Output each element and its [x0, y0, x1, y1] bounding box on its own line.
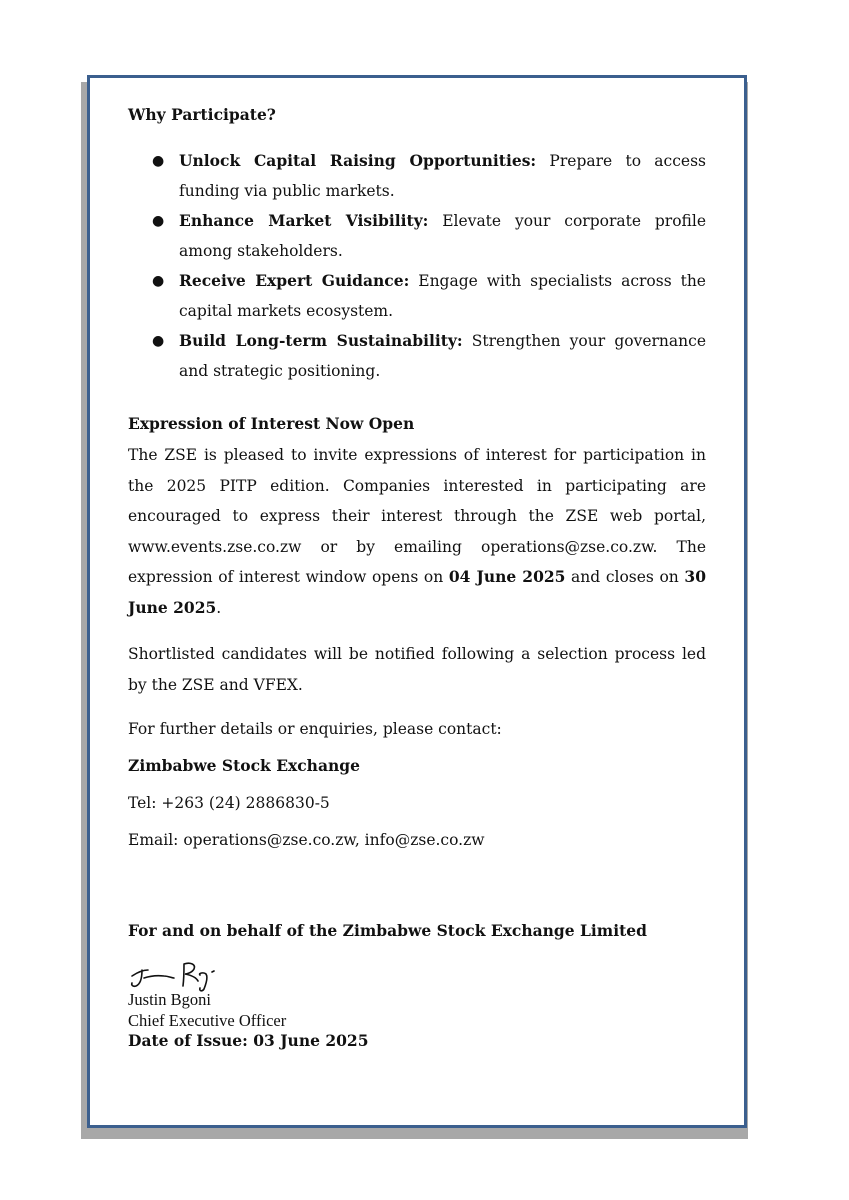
signatory-name: Justin Bgoni: [128, 990, 211, 1009]
eoi-close-date: 30 June 2025: [128, 567, 706, 617]
benefit-title: Receive Expert Guidance:: [179, 271, 410, 290]
eoi-paragraph: [128, 440, 706, 623]
benefits-list: [128, 146, 706, 386]
bullet-icon: ●: [152, 273, 165, 289]
eoi-heading: Expression of Interest Now Open: [128, 414, 415, 433]
contact-tel: Tel: +263 (24) 2886830-5: [128, 794, 330, 812]
shortlist-paragraph: Shortlisted candidates will be notified following a selection process led by the ZSE and VFEX.: [128, 645, 706, 694]
list-item: [128, 266, 706, 326]
list-item: [128, 146, 706, 206]
contact-email: Email: operations@zse.co.zw, info@zse.co.zw: [128, 831, 485, 849]
bullet-icon: ●: [152, 333, 165, 349]
benefit-text: Elevate your corporate profile among stakeholders.: [179, 212, 706, 260]
benefit-text: Prepare to access funding via public markets.: [179, 152, 706, 200]
list-item: [128, 326, 706, 386]
benefit-text: Strengthen your governance and strategic positioning.: [179, 332, 706, 380]
contact-org: Zimbabwe Stock Exchange: [128, 756, 360, 775]
eoi-open-date: 04 June 2025: [448, 567, 566, 586]
eoi-body-2: and closes on: [565, 568, 685, 586]
bullet-icon: ●: [152, 213, 165, 229]
benefit-title: Enhance Market Visibility:: [179, 211, 429, 230]
eoi-body-1: The ZSE is pleased to invite expressions of interest for participation in the 2025 PITP edition. Companies interested in participating are encouraged to express their interest through the ZSE web portal, www.events.zse.co.zw or by emailing operations@zse.co.zw. The expression of interest window opens on: [128, 446, 706, 586]
signature-image: [128, 956, 238, 992]
list-item: [128, 206, 706, 266]
date-of-issue: Date of Issue: 03 June 2025: [128, 1031, 369, 1050]
why-participate-heading: Why Participate?: [128, 105, 276, 124]
benefit-title: Unlock Capital Raising Opportunities:: [179, 151, 537, 170]
signature-block: [128, 990, 706, 1052]
eoi-body-3: .: [216, 598, 222, 617]
benefit-title: Build Long-term Sustainability:: [179, 331, 463, 350]
document-content: [128, 100, 706, 1052]
contact-intro: For further details or enquiries, please contact:: [128, 720, 502, 738]
on-behalf-line: For and on behalf of the Zimbabwe Stock Exchange Limited: [128, 921, 647, 940]
benefit-text: Engage with specialists across the capital markets ecosystem.: [179, 272, 706, 320]
bullet-icon: ●: [152, 153, 165, 169]
signatory-title: Chief Executive Officer: [128, 1010, 287, 1030]
